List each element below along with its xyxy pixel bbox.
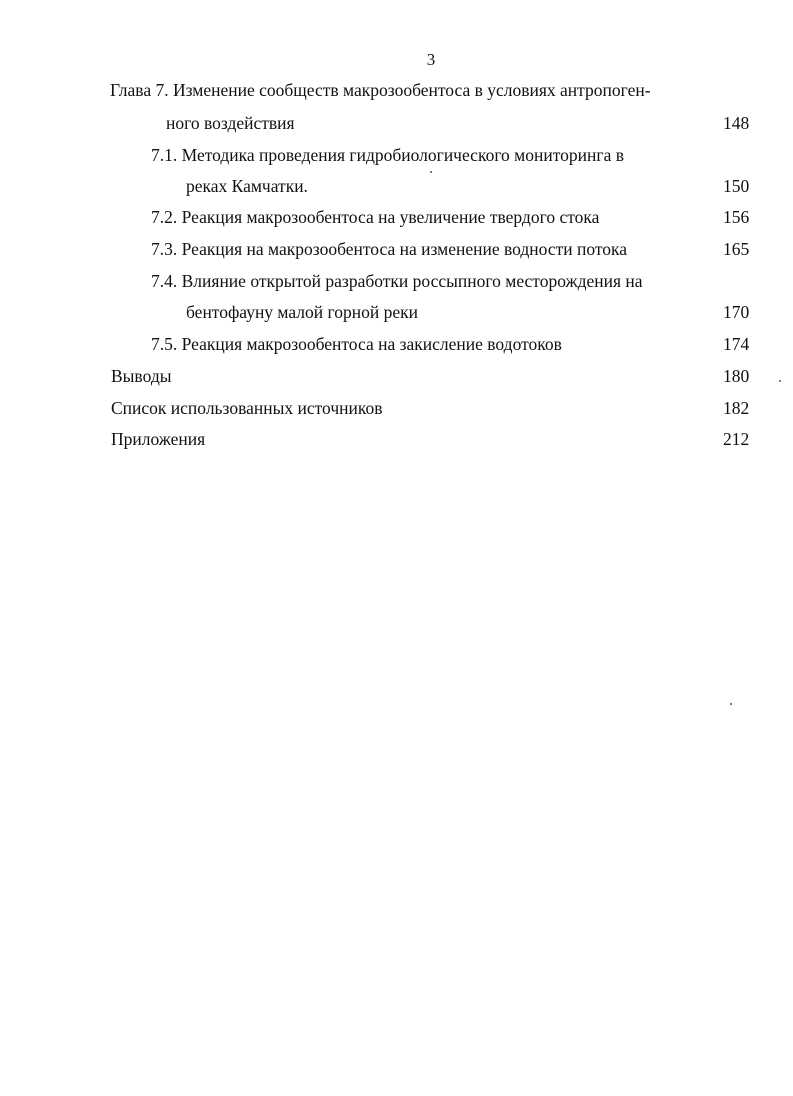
- toc-references-page: 182: [723, 398, 750, 418]
- toc-section-7-4-page: 170: [723, 302, 750, 322]
- toc-appendices-page: 212: [723, 429, 750, 449]
- toc-chapter7-title-line2: ного воздействия: [166, 113, 295, 133]
- toc-section-7-3-title: 7.3. Реакция на макрозообентоса на изменение водности потока: [151, 239, 628, 259]
- toc-conclusions-page: 180: [723, 366, 750, 386]
- toc-section-7-4-line2: бентофауну малой горной реки: [186, 302, 419, 322]
- toc-section-7-1-line2: реках Камчатки.: [186, 176, 308, 196]
- toc-appendices-title: Приложения: [111, 429, 206, 449]
- toc-chapter7-title-line1: Глава 7. Изменение сообществ макрозообентоса в условиях антропоген-: [110, 80, 651, 100]
- page-number: 3: [426, 50, 436, 69]
- toc-section-7-1-page: 150: [723, 176, 750, 196]
- toc-section-7-2-title: 7.2. Реакция макрозообентоса на увеличение твердого стока: [151, 207, 600, 227]
- toc-section-7-5-page: 174: [723, 334, 750, 354]
- toc-chapter7-page: 148: [723, 113, 750, 133]
- toc-conclusions-title: Выводы: [111, 366, 172, 386]
- scan-speck: [779, 380, 781, 382]
- toc-section-7-2-page: 156: [723, 207, 750, 227]
- scan-speck: [730, 703, 732, 705]
- toc-section-7-4-line1: 7.4. Влияние открытой разработки россыпного месторождения на: [151, 271, 643, 291]
- toc-references-title: Список использованных источников: [111, 398, 383, 418]
- toc-section-7-5-title: 7.5. Реакция макрозообентоса на закисление водотоков: [151, 334, 562, 354]
- scan-speck: [430, 171, 432, 173]
- toc-section-7-3-page: 165: [723, 239, 750, 259]
- toc-section-7-1-line1: 7.1. Методика проведения гидробиологического мониторинга в: [151, 145, 624, 165]
